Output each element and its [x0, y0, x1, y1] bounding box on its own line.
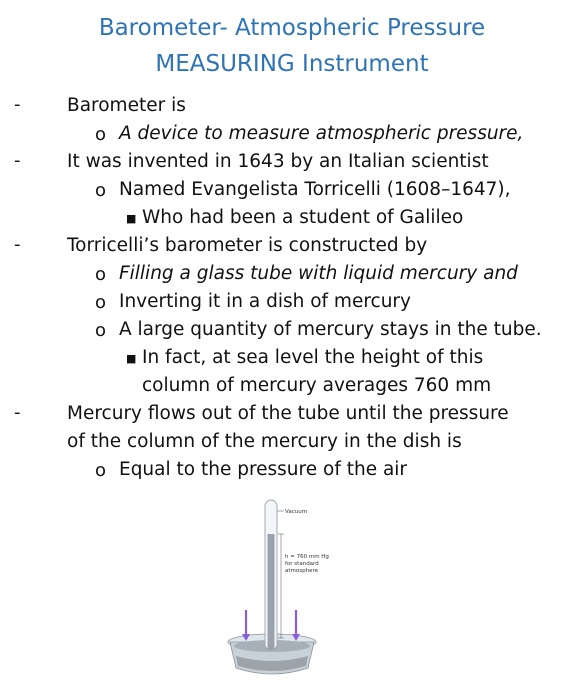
- height-label-3: atmosphere: [285, 568, 318, 574]
- dash-marker: -: [14, 150, 21, 171]
- square-marker: ■: [126, 212, 137, 225]
- bullet-large-quantity: A large quantity of mercury stays in the tube.: [119, 319, 542, 340]
- slide-title-line-1: Barometer- Atmospheric Pressure: [98, 15, 486, 41]
- height-label-2: for standard: [285, 561, 319, 567]
- bullet-device-measure: A device to measure atmospheric pressure,: [119, 123, 524, 144]
- bullet-mercury-flows: Mercury flows out of the tube until the pressure: [67, 403, 509, 424]
- bullet-invented-1643: It was invented in 1643 by an Italian scientist: [67, 151, 489, 172]
- vacuum-label: Vacuum: [285, 509, 308, 515]
- circle-marker: o: [95, 264, 107, 285]
- circle-marker: o: [95, 180, 107, 201]
- bullet-named-torricelli: Named Evangelista Torricelli (1608–1647),: [119, 179, 511, 200]
- mercury-column: [268, 534, 275, 650]
- slide-title-line-2: MEASURING Instrument: [155, 51, 429, 77]
- barometer-illustration: [222, 490, 342, 680]
- dash-marker: -: [14, 234, 21, 255]
- bullet-sea-level-cont: column of mercury averages 760 mm: [142, 375, 492, 396]
- dash-marker: -: [14, 94, 21, 115]
- bullet-constructed-by: Torricelli’s barometer is constructed by: [67, 235, 428, 256]
- bullet-mercury-flows-cont: of the column of the mercury in the dish is: [67, 431, 462, 452]
- dash-marker: -: [14, 402, 21, 423]
- circle-marker: o: [95, 320, 107, 341]
- bullet-inverting-dish: Inverting it in a dish of mercury: [119, 291, 411, 312]
- circle-marker: o: [95, 460, 107, 481]
- square-marker: ■: [126, 352, 137, 365]
- bullet-sea-level: In fact, at sea level the height of this: [142, 347, 484, 368]
- bullet-filling-tube: Filling a glass tube with liquid mercury and: [119, 263, 518, 284]
- bullet-student-galileo: Who had been a student of Galileo: [142, 207, 464, 228]
- circle-marker: o: [95, 292, 107, 313]
- bullet-barometer-is: Barometer is: [67, 95, 186, 116]
- height-label-1: h = 760 mm Hg: [285, 554, 329, 560]
- bullet-equal-pressure: Equal to the pressure of the air: [119, 459, 408, 480]
- circle-marker: o: [95, 124, 107, 145]
